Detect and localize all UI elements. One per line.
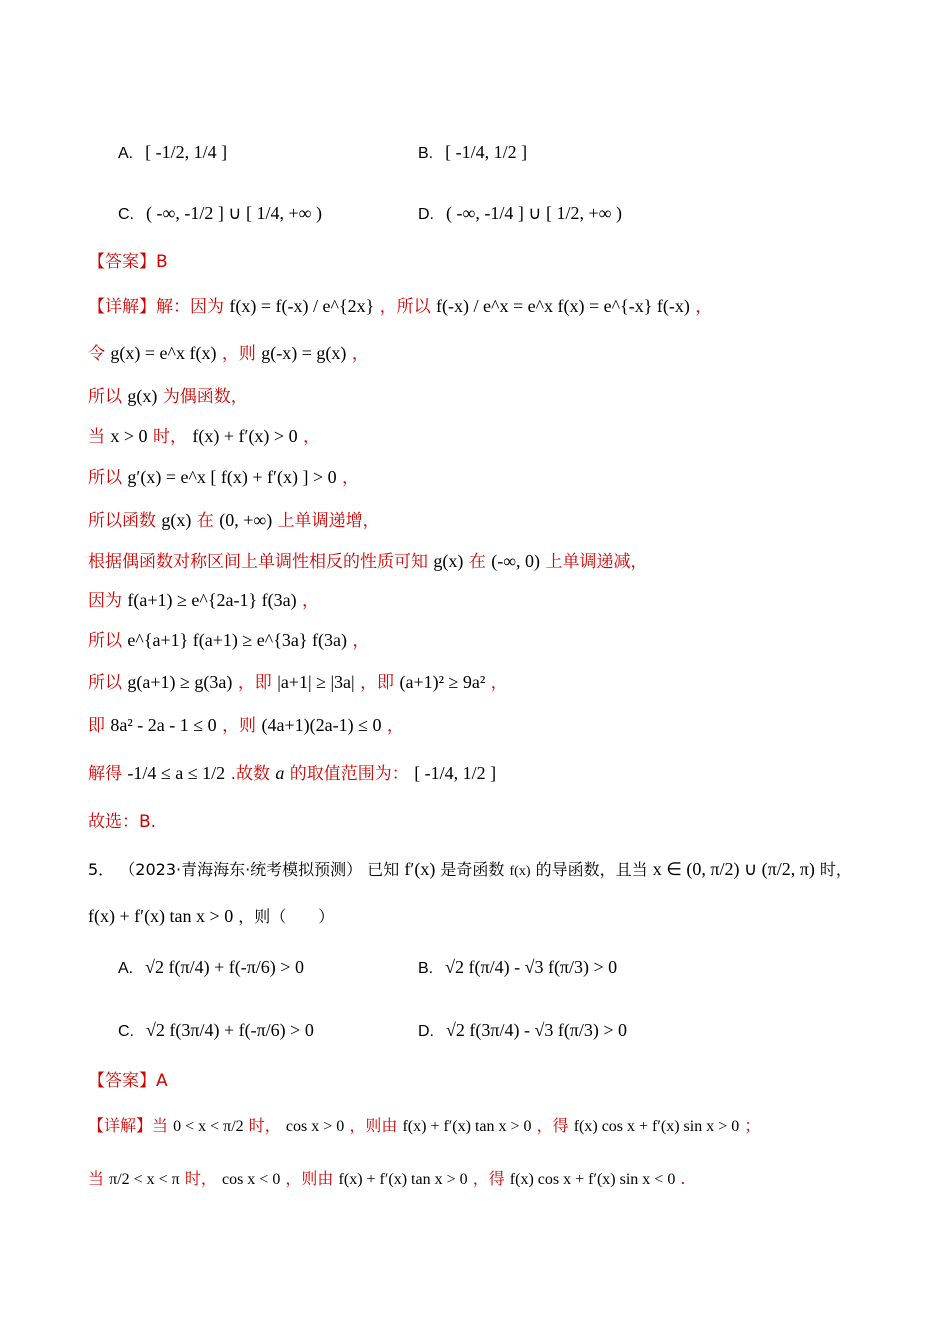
detail-text: ，则 [222,716,257,736]
detail-text: ，则 [221,344,256,364]
detail-math: (0, +∞) [219,510,273,530]
detail-math: cos x > 0 [285,1118,345,1135]
option-math: √2 f(π/4) - √3 f(π/3) > 0 [445,957,618,977]
detail-math: -1/4 ≤ a ≤ 1/2 [127,763,226,783]
detail-math: f(x) cos x + f′(x) sin x < 0 [509,1171,676,1188]
detail-text: ， [342,468,360,488]
detail-text: 【详解】当 [88,1116,169,1135]
detail-math: 0 < x < π/2 [173,1118,244,1135]
detail-text: 根据偶函数对称区间上单调性相反的性质可知 [88,552,428,572]
option-label: D. [418,206,434,223]
q4-answer: 【答案】B [88,252,168,272]
q5-detail-line-1 [88,1114,760,1139]
detail-line-1 [88,294,712,319]
detail-text: 所以 [88,631,122,651]
detail-line-8 [88,588,319,613]
stem-text: 已知 [367,860,400,879]
detail-math: (-∞, 0) [491,551,541,571]
stem-text: 是奇函数 [440,860,505,879]
detail-line-6 [88,508,380,533]
option-d [418,1020,627,1041]
detail-math: g(x) = e^x f(x) [110,343,217,363]
detail-text: 令 [88,344,105,364]
detail-text: 上单调递增， [277,511,380,531]
q5-stem-line-1 [88,857,852,884]
detail-text: ， [386,716,404,736]
question-number: 5． [88,860,115,879]
option-label: B. [418,960,434,977]
detail-text: 即 [88,716,105,736]
q5-detail-line-2 [88,1167,686,1192]
detail-text: ，得 [472,1169,505,1188]
detail-text: ，所以 [379,297,431,317]
detail-line-2 [88,341,369,366]
detail-text: ， [695,297,713,317]
detail-text: 时， [184,1169,217,1188]
detail-line-5 [88,465,359,490]
detail-math: (4a+1)(2a-1) ≤ 0 [261,715,382,735]
detail-text: 当 [88,1169,105,1188]
option-a [118,957,304,978]
q5-stem-line-2 [88,904,334,929]
detail-text: 所以 [88,387,122,407]
option-math: ( -∞, -1/2 ] ∪ [ 1/4, +∞ ) [146,203,322,223]
stem-math: x ∈ (0, π/2) ∪ (π/2, π) [652,859,815,879]
detail-text: 的取值范围为： [289,764,409,784]
stem-math: f(x) + f′(x) tan x > 0 [88,906,234,926]
detail-text: ， [352,631,370,651]
detail-text: ，则由 [285,1169,334,1188]
option-c [118,1020,314,1041]
detail-math: [ -1/4, 1/2 ] [414,763,497,783]
detail-text: ， [490,673,508,693]
detail-math: a [275,763,285,783]
detail-math: f(x) = f(-x) / e^{2x} [229,296,375,316]
detail-text: 所以 [88,673,122,693]
option-math: √2 f(3π/4) + f(-π/6) > 0 [146,1020,314,1040]
detail-math: π/2 < x < π [109,1171,180,1188]
detail-line-4 [88,424,320,449]
detail-math: f(x) + f′(x) tan x > 0 [338,1171,468,1188]
q5-answer: 【答案】A [88,1071,168,1091]
detail-text: .故数 [230,764,270,784]
detail-text: 为偶函数， [162,387,248,407]
option-math: [ -1/2, 1/4 ] [145,142,228,162]
detail-text: 上单调递减， [545,552,648,572]
option-label: B. [418,145,434,162]
detail-text: 因为 [88,591,122,611]
detail-math: f(x) + f′(x) > 0 [192,426,298,446]
option-label: A. [118,960,134,977]
detail-text: ， [303,427,320,447]
option-b [418,957,617,978]
option-label: C. [118,206,134,223]
detail-text: 解得 [88,764,122,784]
detail-text: 当 [88,427,105,447]
detail-line-13: 故选：B. [88,812,157,832]
detail-line-10 [88,670,508,695]
question-source: （2023·青海海东·统考模拟预测） [119,860,363,879]
detail-line-3 [88,384,248,409]
detail-line-11 [88,713,404,738]
option-label: D. [418,1023,434,1040]
detail-text: 在 [468,552,486,572]
stem-math: f′(x) [404,859,436,879]
detail-math: x > 0 [110,426,148,446]
detail-text: 所以 [88,468,122,488]
detail-math: (a+1)² ≥ 9a² [399,672,486,692]
stem-text: 时， [819,860,852,879]
option-math: [ -1/4, 1/2 ] [445,142,528,162]
detail-text: . [680,1169,686,1188]
detail-math: f(x) + f′(x) tan x > 0 [402,1118,532,1135]
detail-text: ，即 [237,673,272,693]
option-c [118,203,322,224]
option-math: √2 f(3π/4) - √3 f(π/3) > 0 [446,1020,628,1040]
detail-math: g(-x) = g(x) [261,343,347,363]
detail-math: g(x) [161,510,192,530]
detail-math: g′(x) = e^x [ f(x) + f′(x) ] > 0 [127,467,337,487]
detail-math: g(x) [433,551,464,571]
detail-text: 时， [152,427,187,447]
detail-text: 在 [196,511,214,531]
detail-text: 【详解】解：因为 [88,297,224,317]
option-label: A. [118,145,134,162]
detail-text: ，则由 [349,1116,398,1135]
detail-math: e^{a+1} f(a+1) ≥ e^{3a} f(3a) [127,630,347,650]
detail-text: 时， [248,1116,281,1135]
detail-math: f(-x) / e^x = e^x f(x) = e^{-x} f(-x) [436,296,690,316]
stem-text: ，则（ ） [238,907,335,926]
option-label: C. [118,1023,134,1040]
detail-line-7 [88,549,647,574]
detail-math: g(x) [127,386,158,406]
detail-line-12 [88,761,496,786]
option-b [418,142,527,163]
option-a [118,142,227,163]
stem-math: f(x) [509,864,531,879]
detail-text: ； [744,1116,761,1135]
option-math: ( -∞, -1/4 ] ∪ [ 1/2, +∞ ) [446,203,622,223]
detail-math: cos x < 0 [221,1171,281,1188]
option-math: √2 f(π/4) + f(-π/6) > 0 [145,957,304,977]
detail-text: ，得 [536,1116,569,1135]
stem-text: 的导函数，且当 [535,860,648,879]
detail-text: 所以函数 [88,511,156,531]
detail-math: g(a+1) ≥ g(3a) [127,672,233,692]
detail-math: 8a² - 2a - 1 ≤ 0 [110,715,217,735]
option-d [418,203,622,224]
detail-math: f(x) cos x + f′(x) sin x > 0 [573,1118,740,1135]
detail-math: |a+1| ≥ |3a| [277,672,355,692]
detail-text: ， [301,591,319,611]
detail-math: f(a+1) ≥ e^{2a-1} f(3a) [127,590,297,610]
detail-line-9 [88,628,369,653]
detail-text: ， [351,344,369,364]
detail-text: ，即 [360,673,395,693]
